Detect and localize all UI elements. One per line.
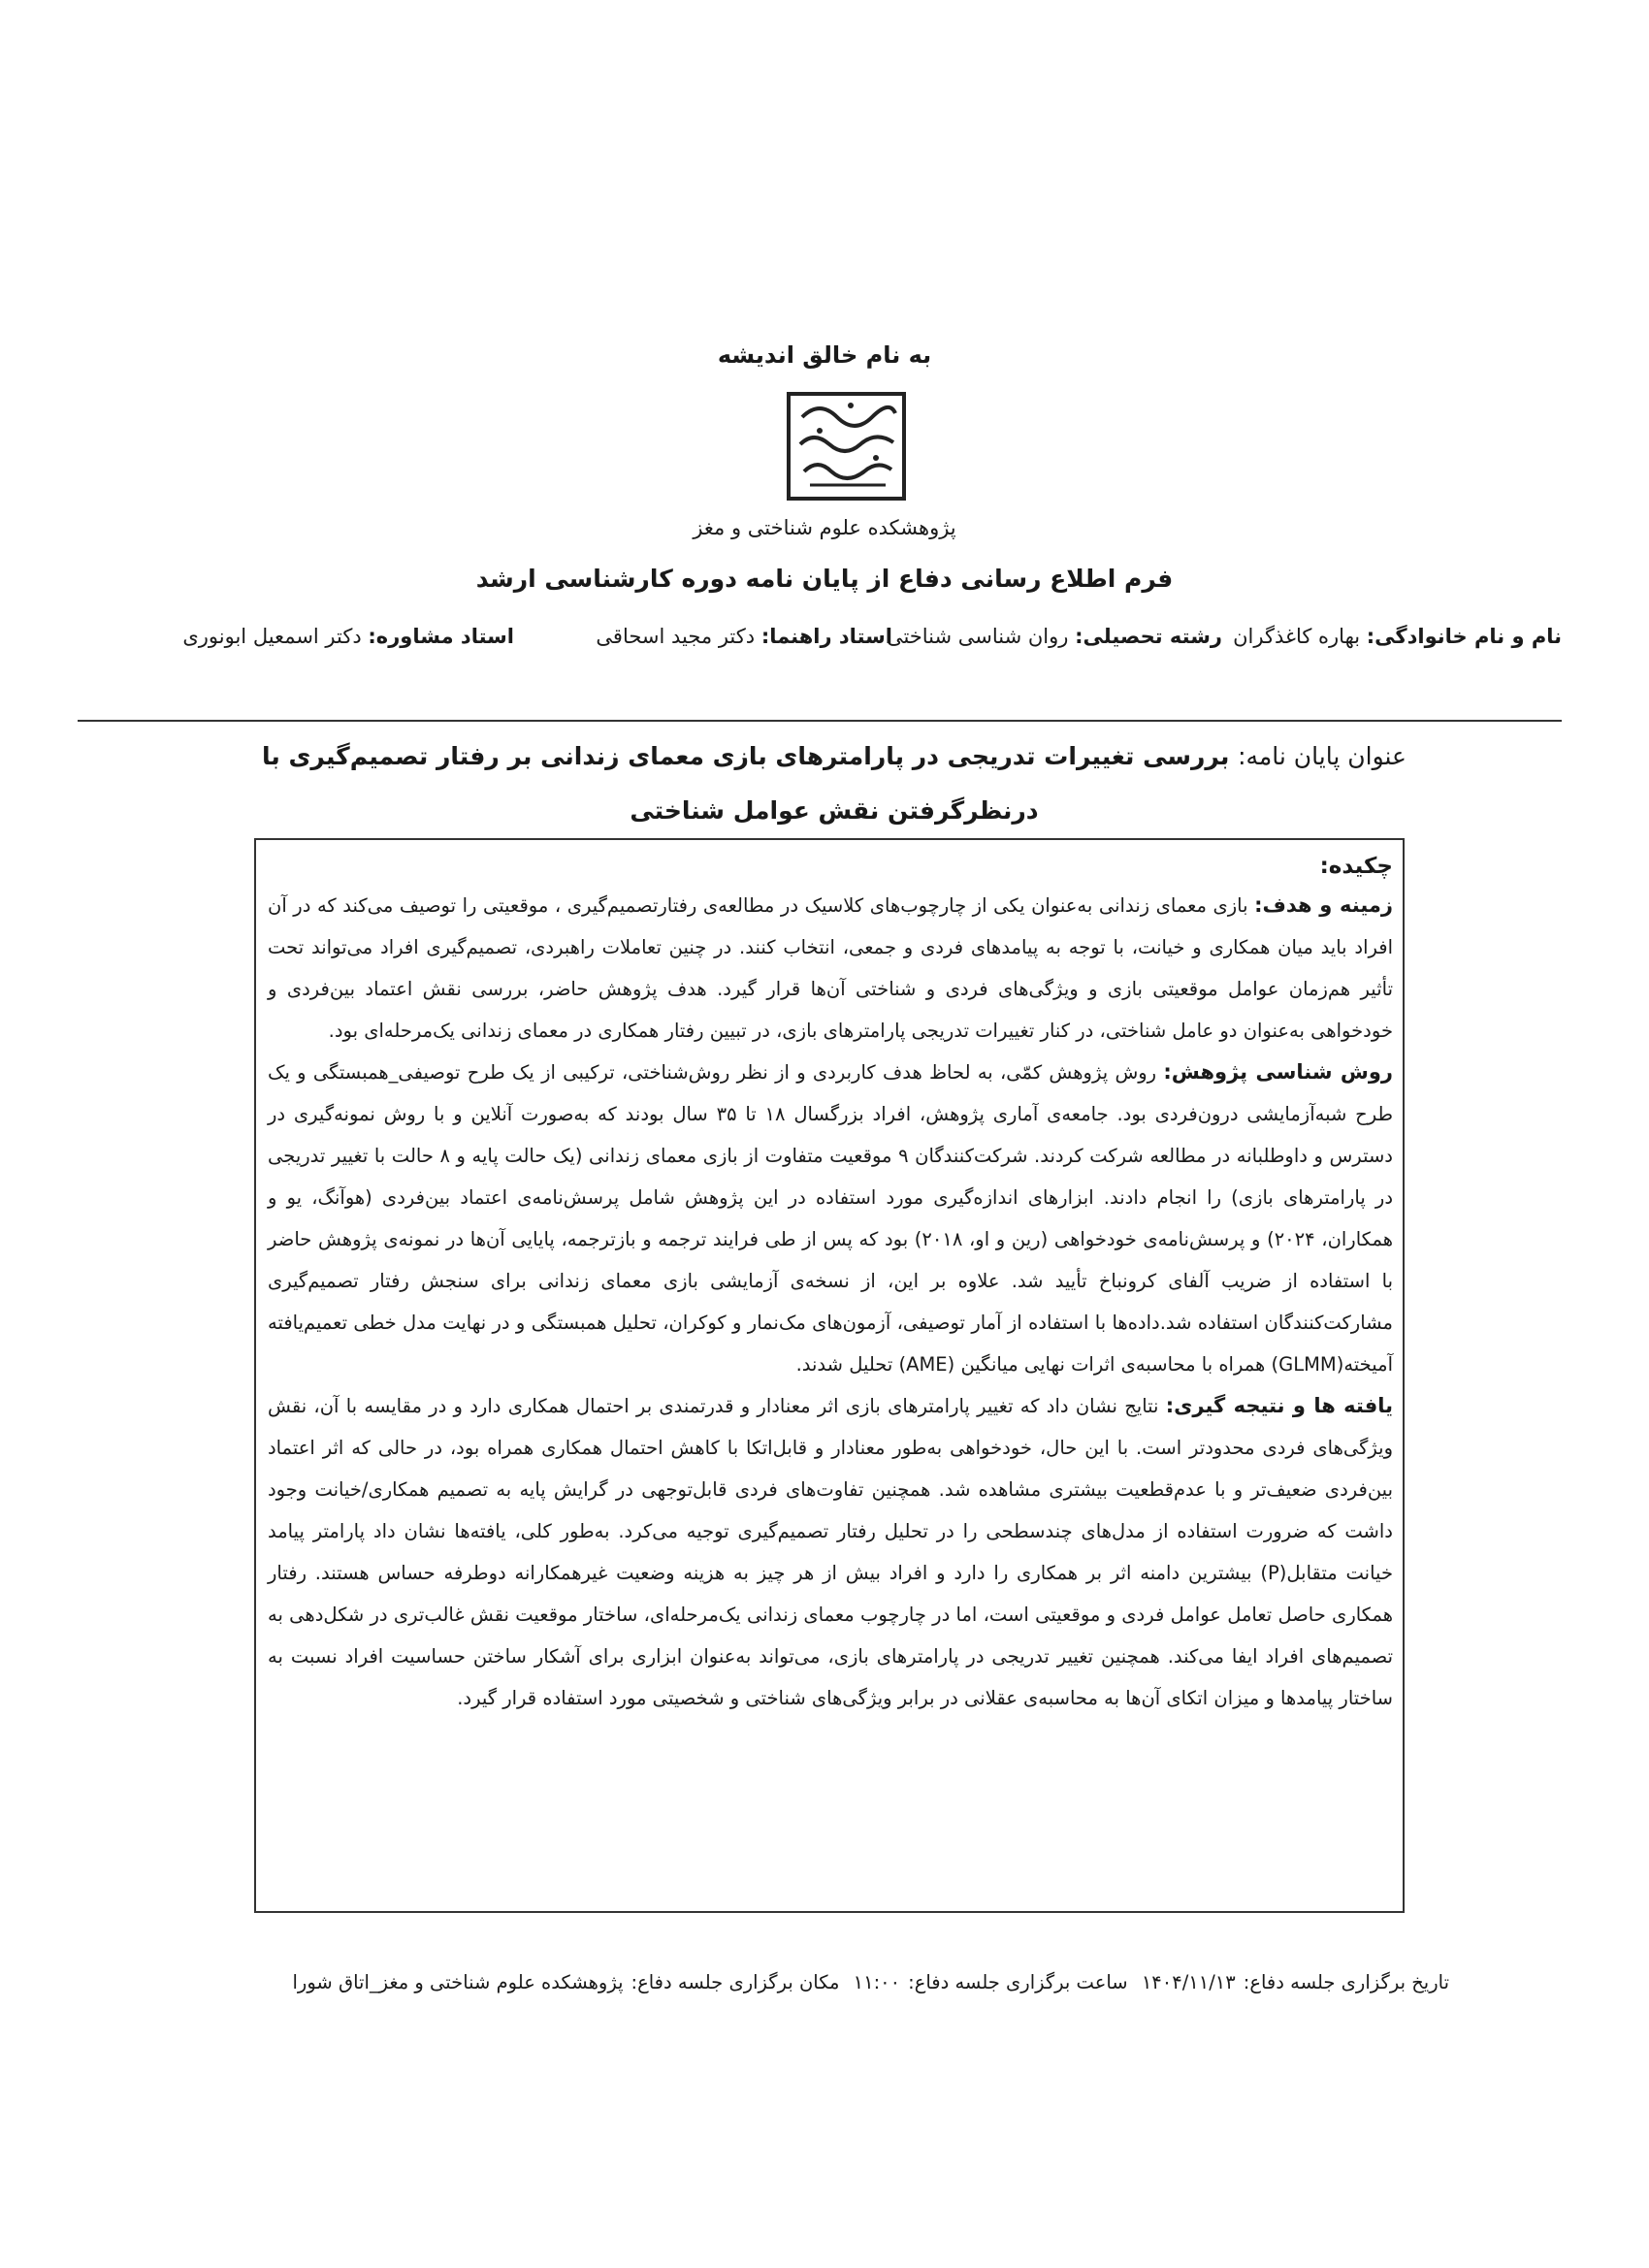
student-info-row (78, 625, 1562, 664)
defense-time-value: ۱۱:۰۰ (853, 1971, 901, 1993)
supervisor-label: استاد راهنما: (760, 625, 892, 648)
institute-name: پژوهشکده علوم شناختی و مغز (693, 516, 956, 539)
student-name-value: بهاره کاغذگران (1233, 625, 1361, 648)
abstract-background (268, 885, 1393, 1052)
abstract-findings (268, 1385, 1393, 1719)
university-logo (781, 388, 912, 504)
abstract-heading: چکیده: (1319, 854, 1393, 879)
findings-label: یافته ها و نتیجه گیری: (1165, 1394, 1394, 1417)
advisor-field (182, 625, 514, 648)
abstract-box (254, 838, 1405, 1913)
supervisor-field (596, 625, 892, 648)
background-text: بازی معمای زندانی به‌عنوان یکی از چارچوب‌های کلاسیک در مطالعه‌ی رفتارتصمیم‌گیری ، موقعیتی را توصیف می‌کند که در آن افراد باید میان همکاری و خیانت، با توجه به پیامدهای فردی و جمعی، انتخاب کنند. در چنین تعاملات راهبردی، تصمیم‌گیری افراد می‌تواند تحت تأثیر هم‌زمان عوامل موقعیتی بازی و ویژگی‌های فردی و شناختی آن‌ها قرار گیرد. هدف پژوهش حاضر، بررسی نقش اعتماد بین‌فردی و خودخواهی به‌عنوان دو عامل شناختی، در کنار تغییرات تدریجی پارامترهای بازی، در تبیین رفتار همکاری در معمای زندانی یک‌مرحله‌ای بود. (268, 894, 1393, 1042)
defense-date-value: ۱۴۰۴/۱۱/۱۳ (1141, 1971, 1236, 1993)
defense-place-value: پژوهشکده علوم شناختی و مغز_اتاق شورا (292, 1971, 624, 1993)
supervisor-value: دکتر مجید اسحاقی (596, 625, 756, 648)
thesis-title-text: بررسی تغییرات تدریجی در پارامترهای بازی معمای زندانی بر رفتار تصمیم‌گیری با درنظرگرفتن نقش عوامل شناختی (262, 742, 1230, 825)
abstract-method (268, 1052, 1393, 1385)
field-of-study-label: رشته تحصیلی: (1075, 625, 1222, 648)
basmala: به نام خالق اندیشه (717, 341, 932, 369)
thesis-title (242, 729, 1426, 838)
method-text: روش پژوهش کمّی، به لحاظ هدف کاربردی و از نظر روش‌شناختی، ترکیبی از یک طرح توصیفی_همبستگی و یک طرح شبه‌آزمایشی درون‌فردی بود. جامعه‌ی آماری پژوهش، افراد بزرگسال ۱۸ تا ۳۵ سال بودند که به‌صورت آنلاین و با روش نمونه‌گیری در دسترس و داوطلبانه در مطالعه شرکت کردند. شرکت‌کنندگان ۹ موقعیت متفاوت از بازی معمای زندانی (یک حالت پایه و ۸ حالت با تغییر تدریجی در پارامترهای بازی) را انجام دادند. ابزارهای اندازه‌گیری مورد استفاده در این پژوهش شامل پرسش‌نامه‌ی اعتماد بین‌فردی (هوآنگ، یو و همکاران، ۲۰۲۴) و پرسش‌نامه‌ی خودخواهی (رین و او، ۲۰۱۸) بود که پس از طی فرایند ترجمه و بازترجمه، پایایی آن‌ها در نمونه‌ی پژوهش حاضر با استفاده از ضریب آلفای کرونباخ تأیید شد. علاوه بر این، از نسخه‌ی آزمایشی بازی معمای زندانی برای سنجش رفتار تصمیم‌گیری مشارکت‌کنندگان استفاده شد.داده‌ها با استفاده از آمار توصیفی، آزمون‌های مک‌نمار و کوکران، تحلیل همبستگی و در نهایت مدل خطی تعمیم‌یافته آمیخته(GLMM) همراه با محاسبه‌ی اثرات نهایی میانگین (AME) تحلیل شدند. (268, 1061, 1393, 1376)
method-label: روش شناسی پژوهش: (1163, 1060, 1393, 1084)
student-name-field (1233, 625, 1562, 648)
defense-date-label: تاریخ برگزاری جلسه دفاع: (1243, 1971, 1449, 1993)
defense-time-label: ساعت برگزاری جلسه دفاع: (908, 1971, 1128, 1993)
form-title: فرم اطلاع رسانی دفاع از پایان نامه دوره کارشناسی ارشد (475, 565, 1174, 593)
divider-line (78, 720, 1562, 722)
student-name-label: نام و نام خانوادگی: (1366, 625, 1562, 648)
field-of-study-field (887, 625, 1222, 648)
advisor-label: استاد مشاوره: (368, 625, 514, 648)
defense-info-footer (225, 1971, 1449, 1993)
findings-text: نتایج نشان داد که تغییر پارامترهای بازی اثر معنادار و قدرتمندی بر احتمال همکاری دارد و در مقایسه با آن، نقش ویژگی‌های فردی محدودتر است. با این حال، خودخواهی به‌طور معنادار و قابل‌اتکا با کاهش احتمال همکاری همراه بود، در حالی که اثر اعتماد بین‌فردی ضعیف‌تر و با عدم‌قطعیت بیشتری مشاهده شد. همچنین تفاوت‌های فردی قابل‌توجهی در گرایش پایه به تصمیم همکاری/خیانت وجود داشت که ضرورت استفاده از مدل‌های چندسطحی را در تحلیل رفتار تصمیم‌گیری توجیه می‌کرد. به‌طور کلی، یافته‌ها نشان داد پارامتر پیامد خیانت متقابل(P) بیشترین دامنه اثر بر همکاری را دارد و افراد بیش از هر چیز به هزینه وضعیت غیرهمکارانه دوطرفه حساس هستند. رفتار همکاری حاصل تعامل عوامل فردی و موقعیتی است، اما در چارچوب معمای زندانی یک‌مرحله‌ای، ساختار موقعیت نقش غالب‌تری در شکل‌دهی به تصمیم‌های افراد ایفا می‌کند. همچنین تغییر تدریجی در پارامترهای بازی، می‌تواند به‌عنوان ابزاری برای آشکار ساختن حساسیت افراد نسبت به ساختار پیامدها و میزان اتکای آن‌ها به محاسبه‌ی عقلانی در برابر ویژگی‌های شناختی و شخصیتی مورد استفاده قرار گیرد. (268, 1395, 1393, 1709)
field-of-study-value: روان شناسی شناختی (886, 625, 1069, 648)
defense-place-label: مکان برگزاری جلسه دفاع: (630, 1971, 840, 1993)
background-label: زمینه و هدف: (1254, 893, 1393, 917)
thesis-title-label: عنوان پایان نامه: (1238, 742, 1406, 770)
advisor-value: دکتر اسمعیل ابونوری (182, 625, 362, 648)
